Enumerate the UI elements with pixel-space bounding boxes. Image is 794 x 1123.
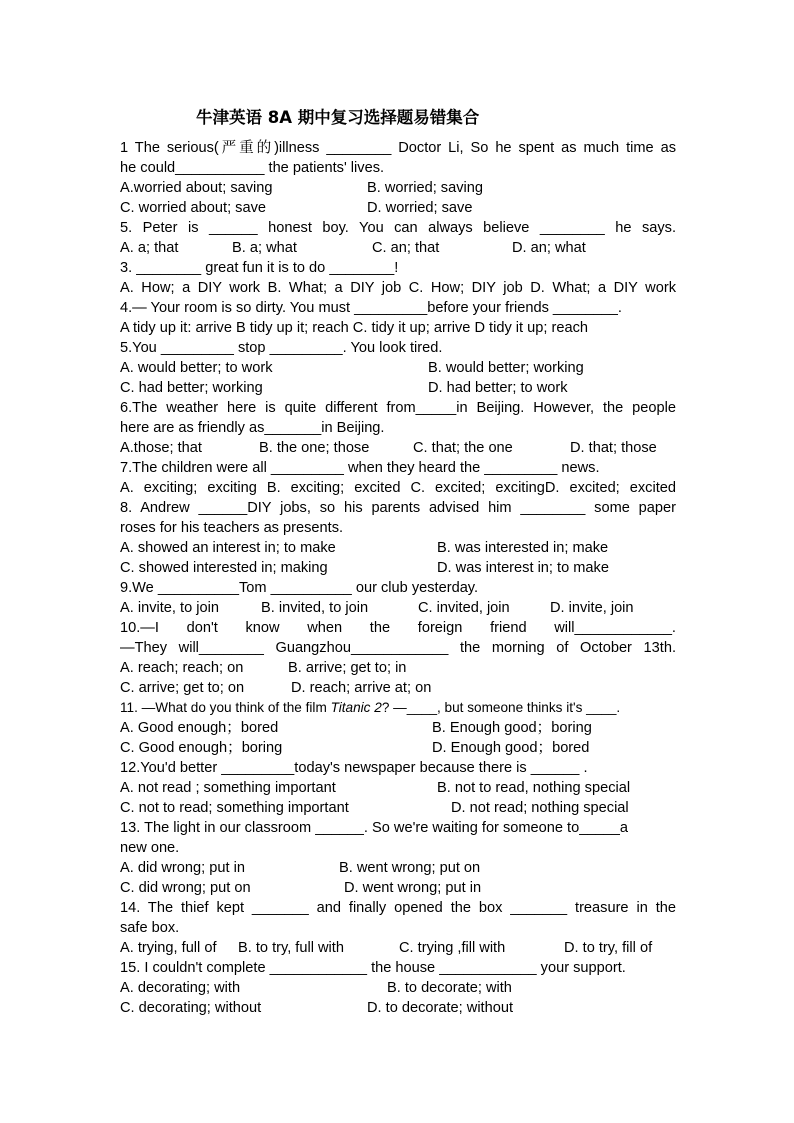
answer-options bbox=[120, 678, 676, 698]
question-text: 11. —What do you think of the film bbox=[120, 700, 331, 715]
answer-option: D. to try, fill of bbox=[564, 940, 653, 956]
text-line: 9.We __________Tom __________ our club yesterday. bbox=[120, 580, 479, 596]
text-line: 10.—I don't know when the foreign friend will____________. bbox=[120, 620, 676, 636]
answer-option: B. went wrong; put on bbox=[339, 860, 481, 876]
answer-option: D. Enough good；bored bbox=[432, 740, 590, 756]
answer-options bbox=[120, 378, 676, 398]
answer-option: C. did wrong; put on bbox=[120, 880, 251, 896]
text-line: safe box. bbox=[120, 920, 180, 936]
answer-option: A. decorating; with bbox=[120, 980, 241, 996]
answer-option: D. worried; save bbox=[367, 200, 473, 216]
answer-options bbox=[120, 738, 676, 758]
answer-options bbox=[120, 238, 676, 258]
text-line: 14. The thief kept _______ and finally opened the box _______ treasure in the bbox=[120, 900, 676, 916]
film-title: Titanic 2 bbox=[330, 700, 382, 715]
answer-option: A. not read ; something important bbox=[120, 780, 336, 796]
answer-option: B. to decorate; with bbox=[387, 980, 512, 996]
text-line: A tidy up it: arrive B tidy up it; reach C. tidy it up; arrive D tidy it up; reach bbox=[120, 320, 589, 336]
question-list bbox=[120, 138, 676, 1018]
text-line: here are as friendly as_______in Beijing. bbox=[120, 420, 385, 436]
answer-option: A. invite, to join bbox=[120, 600, 219, 616]
answer-option: B. a; what bbox=[232, 240, 297, 256]
answer-option: B. invited, to join bbox=[261, 600, 369, 616]
answer-option: C. showed interested in; making bbox=[120, 560, 328, 576]
answer-option: C. that; the one bbox=[413, 440, 513, 456]
answer-option: A.worried about; saving bbox=[120, 180, 273, 196]
text-line: new one. bbox=[120, 840, 180, 856]
answer-option: A. would better; to work bbox=[120, 360, 273, 376]
answer-options bbox=[120, 938, 676, 958]
answer-option: A. reach; reach; on bbox=[120, 660, 244, 676]
answer-option: D. an; what bbox=[512, 240, 586, 256]
answer-option: A. Good enough；bored bbox=[120, 720, 279, 736]
text-line: 7.The children were all _________ when they heard the _________ news. bbox=[120, 460, 600, 476]
answer-option: A. trying, full of bbox=[120, 940, 217, 956]
question-text: ? —____, but someone thinks it's ____. bbox=[381, 700, 621, 715]
answer-option: C. trying ,fill with bbox=[399, 940, 506, 956]
answer-option: B. to try, full with bbox=[238, 940, 344, 956]
text-line bbox=[120, 698, 676, 718]
text-line: 5.You _________ stop _________. You look tired. bbox=[120, 340, 443, 356]
answer-option: C. worried about; save bbox=[120, 200, 267, 216]
answer-option: C. arrive; get to; on bbox=[120, 680, 245, 696]
answer-options bbox=[120, 178, 676, 198]
answer-option: C. decorating; without bbox=[120, 1000, 262, 1016]
answer-option: D. reach; arrive at; on bbox=[291, 680, 432, 696]
answer-options bbox=[120, 718, 676, 738]
answer-option: D. to decorate; without bbox=[367, 1000, 514, 1016]
answer-options bbox=[120, 978, 676, 998]
text-line: A. How; a DIY work B. What; a DIY job C. How; DIY job D. What; a DIY work bbox=[120, 280, 676, 296]
answer-option: C. had better; working bbox=[120, 380, 263, 396]
answer-option: D. not read; nothing special bbox=[451, 800, 629, 816]
answer-options bbox=[120, 558, 676, 578]
text-line: 5. Peter is ______ honest boy. You can always believe ________ he says. bbox=[120, 220, 676, 236]
answer-option: C. not to read; something important bbox=[120, 800, 349, 816]
answer-options bbox=[120, 658, 676, 678]
answer-option: C. invited, join bbox=[418, 600, 510, 616]
answer-option: B. arrive; get to; in bbox=[288, 660, 407, 676]
answer-option: C. an; that bbox=[372, 240, 440, 256]
answer-options bbox=[120, 438, 676, 458]
answer-option: B. worried; saving bbox=[367, 180, 483, 196]
answer-option: B. Enough good；boring bbox=[432, 720, 592, 736]
answer-option: A. a; that bbox=[120, 240, 179, 256]
answer-option: A.those; that bbox=[120, 440, 202, 456]
answer-option: D. went wrong; put in bbox=[344, 880, 482, 896]
text-line: 3. ________ great fun it is to do ________! bbox=[120, 260, 399, 276]
text-line: 4.— Your room is so dirty. You must _________before your friends ________. bbox=[120, 300, 622, 316]
text-line: —They will________ Guangzhou____________ the morning of October 13th. bbox=[120, 640, 676, 656]
answer-option: D. was interest in; to make bbox=[437, 560, 609, 576]
answer-option: B. not to read, nothing special bbox=[437, 780, 631, 796]
text-line: roses for his teachers as presents. bbox=[120, 520, 344, 536]
answer-options bbox=[120, 598, 676, 618]
text-line: 1 The serious(严重的)illness ________ Doctor Li, So he spent as much time as bbox=[120, 140, 676, 156]
answer-option: B. the one; those bbox=[259, 440, 370, 456]
answer-option: D. invite, join bbox=[550, 600, 634, 616]
text-line: 12.You'd better _________today's newspaper because there is ______ . bbox=[120, 760, 588, 776]
answer-options bbox=[120, 798, 676, 818]
answer-option: B. was interested in; make bbox=[437, 540, 609, 556]
answer-options bbox=[120, 998, 676, 1018]
answer-options bbox=[120, 358, 676, 378]
answer-options bbox=[120, 878, 676, 898]
answer-options bbox=[120, 198, 676, 218]
answer-option: A. did wrong; put in bbox=[120, 860, 245, 876]
page-title: 牛津英语 8A 期中复习选择题易错集合 bbox=[196, 108, 480, 127]
answer-options bbox=[120, 538, 676, 558]
answer-options bbox=[120, 858, 676, 878]
text-line: he could___________ the patients' lives. bbox=[120, 160, 385, 176]
text-line: 8. Andrew ______DIY jobs, so his parents advised him ________ some paper bbox=[120, 500, 676, 516]
text-line: A. exciting; exciting B. exciting; excited C. excited; excitingD. excited; excited bbox=[120, 480, 676, 496]
answer-option: B. would better; working bbox=[428, 360, 584, 376]
answer-option: D. that; those bbox=[570, 440, 657, 456]
answer-options bbox=[120, 778, 676, 798]
text-line: 15. I couldn't complete ____________ the house ____________ your support. bbox=[120, 960, 626, 976]
answer-option: A. showed an interest in; to make bbox=[120, 540, 336, 556]
answer-option: C. Good enough；boring bbox=[120, 740, 283, 756]
text-line: 6.The weather here is quite different from_____in Beijing. However, the people bbox=[120, 400, 676, 416]
answer-option: D. had better; to work bbox=[428, 380, 568, 396]
text-line: 13. The light in our classroom ______. So we're waiting for someone to_____a bbox=[120, 820, 628, 836]
